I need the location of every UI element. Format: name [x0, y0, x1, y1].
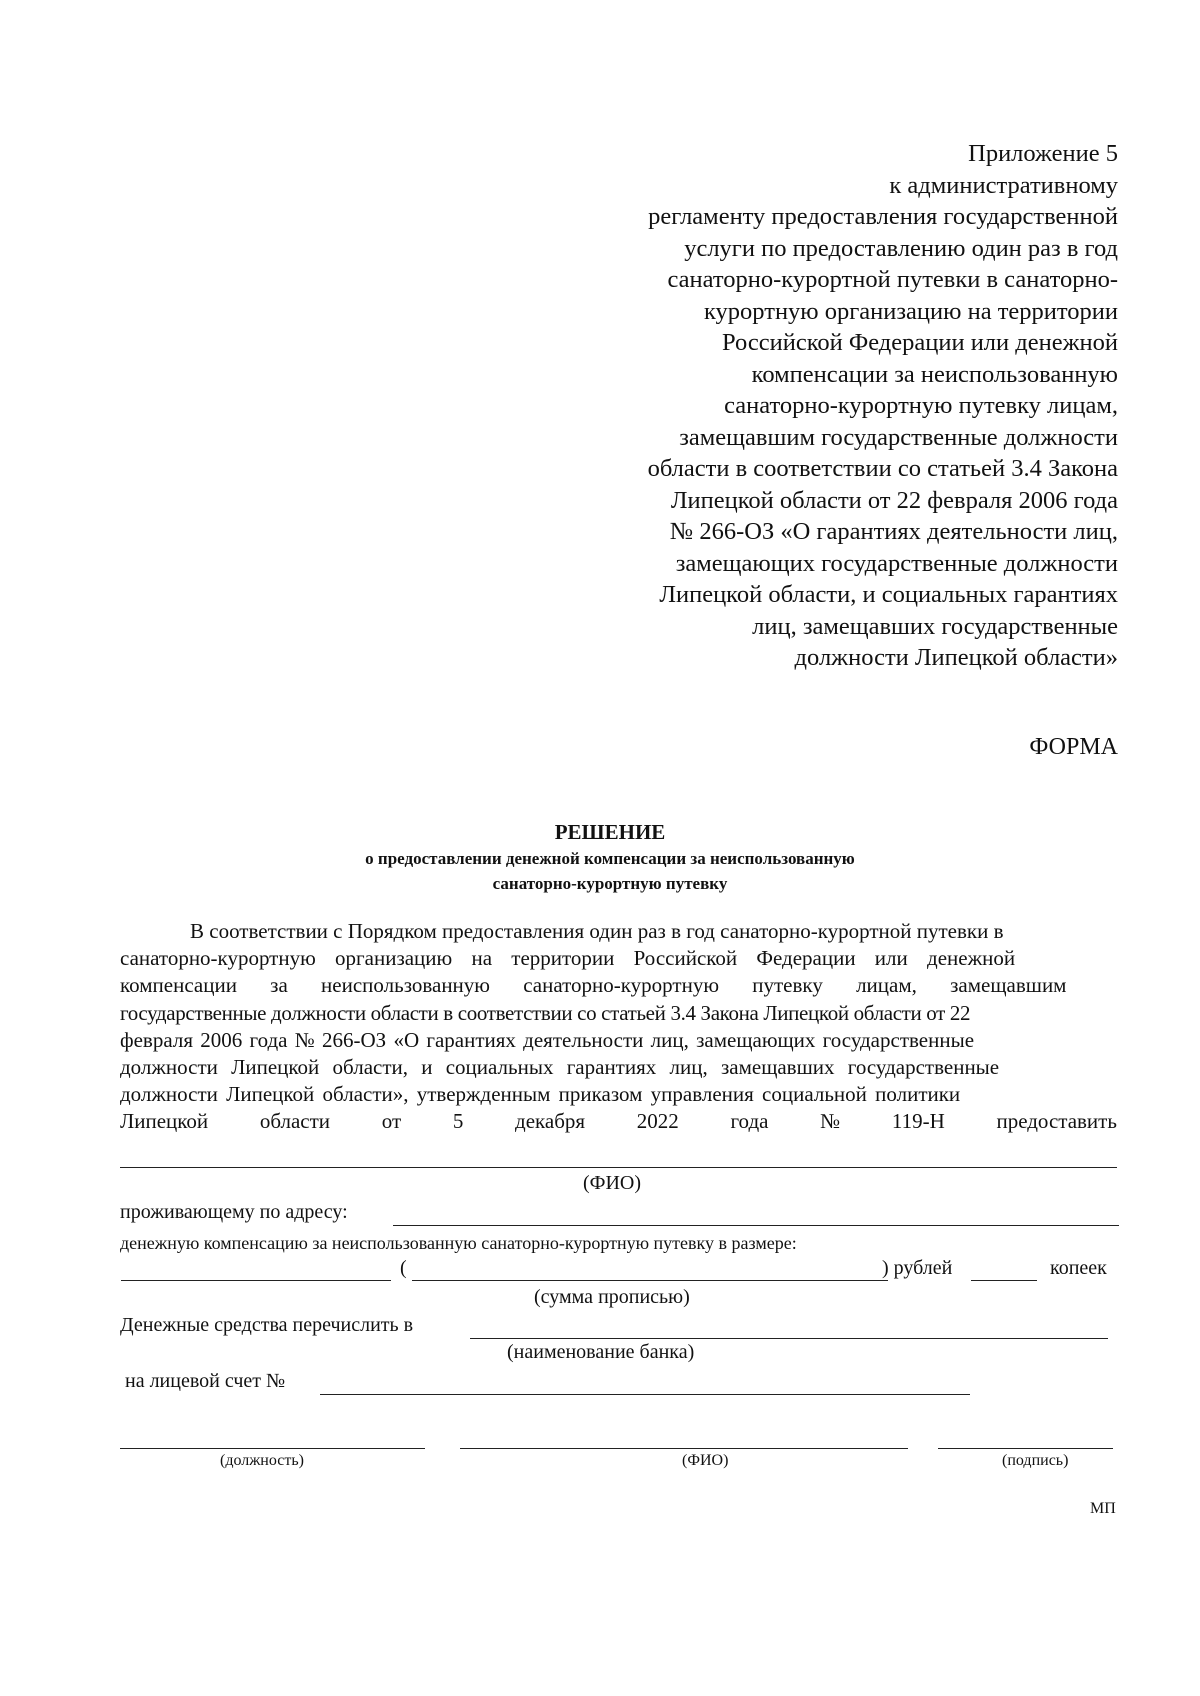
body-word: предоставить — [996, 1109, 1117, 1134]
appendix-line: замещающих государственные должности — [675, 549, 1118, 577]
body-word: № — [820, 1109, 841, 1134]
body-line: должности Липецкой области», утвержденным приказом управления социальной политики — [120, 1082, 961, 1107]
signature-caption: (подпись) — [1002, 1452, 1069, 1469]
subtitle-line: о предоставлении денежной компенсации за неиспользованную — [365, 849, 855, 868]
body-line: санаторно-курортную организацию на территории Российской Федерации или денежной — [120, 946, 1016, 971]
document-subtitle — [0, 846, 1200, 896]
signatory-fio-fill-line[interactable] — [460, 1448, 908, 1449]
appendix-line: области в соответствии со статьей 3.4 Закона — [647, 455, 1118, 482]
account-fill-line[interactable] — [320, 1394, 970, 1395]
body-word: декабря — [515, 1109, 586, 1134]
appendix-line: санаторно-курортной путевки в санаторно- — [667, 266, 1118, 293]
bank-fill-line[interactable] — [470, 1338, 1108, 1339]
amount-number-line[interactable] — [121, 1280, 391, 1281]
body-word: года — [730, 1109, 769, 1134]
signatory-fio-caption: (ФИО) — [682, 1452, 729, 1469]
fio-fill-line[interactable] — [120, 1167, 1117, 1168]
appendix-line: должности Липецкой области» — [794, 644, 1118, 671]
appendix-line: компенсации за неиспользованную — [751, 360, 1118, 388]
document-title: РЕШЕНИЕ — [554, 820, 666, 844]
appendix-header — [498, 138, 1118, 674]
fio-caption: (ФИО) — [583, 1172, 642, 1194]
body-line: компенсации за неиспользованную санаторно-курортную путевку лицам, замещавшим — [120, 973, 1067, 998]
position-fill-line[interactable] — [120, 1448, 425, 1449]
bank-caption: (наименование банка) — [507, 1341, 695, 1363]
signature-fill-line[interactable] — [938, 1448, 1113, 1449]
amount-words-line[interactable] — [412, 1280, 888, 1281]
appendix-line: курортную организацию на территории — [704, 297, 1118, 325]
position-caption: (должность) — [220, 1452, 304, 1469]
appendix-line: Приложение 5 — [968, 140, 1118, 167]
body-line: В соответствии с Порядком предоставления один раз в год санаторно-курортной путевки в — [190, 919, 1004, 943]
kopecks-fill-line[interactable] — [971, 1280, 1037, 1281]
appendix-line: регламенту предоставления государственной — [648, 203, 1118, 230]
body-word: от — [381, 1109, 402, 1134]
body-word: 119-Н — [891, 1109, 945, 1134]
body-word: 2022 — [636, 1109, 679, 1134]
appendix-line: услуги по предоставлению один раз в год — [684, 234, 1118, 262]
kopecks-label: копеек — [1050, 1257, 1107, 1279]
transfer-label: Денежные средства перечислить в — [120, 1314, 414, 1336]
open-paren: ( — [400, 1257, 407, 1279]
stamp-mark: МП — [1090, 1500, 1116, 1517]
address-label: проживающему по адресу: — [120, 1201, 348, 1223]
decision-body — [120, 918, 1117, 1136]
body-last-line — [120, 1108, 1117, 1135]
body-line: государственные должности области в соответствии со статьей 3.4 Закона Липецкой области от 22 — [120, 1000, 971, 1025]
sum-caption: (сумма прописью) — [534, 1286, 690, 1308]
appendix-line: Липецкой области, и социальных гарантиях — [659, 581, 1118, 608]
body-word: 5 — [452, 1109, 464, 1134]
body-word: области — [259, 1109, 331, 1134]
appendix-line: Липецкой области от 22 февраля 2006 года — [670, 486, 1118, 514]
appendix-line: к административному — [889, 171, 1118, 199]
rubles-label: ) рублей — [882, 1257, 953, 1279]
body-line: февраля 2006 года № 266-ОЗ «О гарантиях деятельности лиц, замещающих государственные — [120, 1027, 975, 1052]
body-line: должности Липецкой области, и социальных гарантиях лиц, замещавших государственные — [120, 1055, 1000, 1080]
compensation-text: денежную компенсацию за неиспользованную санаторно-курортную путевку в размере: — [120, 1233, 797, 1253]
form-label: ФОРМА — [1029, 734, 1118, 760]
appendix-line: замещавшим государственные должности — [679, 423, 1118, 451]
appendix-line: лиц, замещавших государственные — [752, 612, 1118, 640]
body-word: Липецкой — [120, 1109, 209, 1134]
subtitle-line: санаторно-курортную путевку — [492, 874, 728, 893]
appendix-line: санаторно-курортную путевку лицам, — [724, 392, 1118, 419]
appendix-line: Российской Федерации или денежной — [722, 329, 1118, 356]
appendix-line: № 266-ОЗ «О гарантиях деятельности лиц, — [669, 518, 1118, 545]
account-label: на лицевой счет № — [125, 1370, 286, 1392]
address-fill-line[interactable] — [393, 1225, 1119, 1226]
